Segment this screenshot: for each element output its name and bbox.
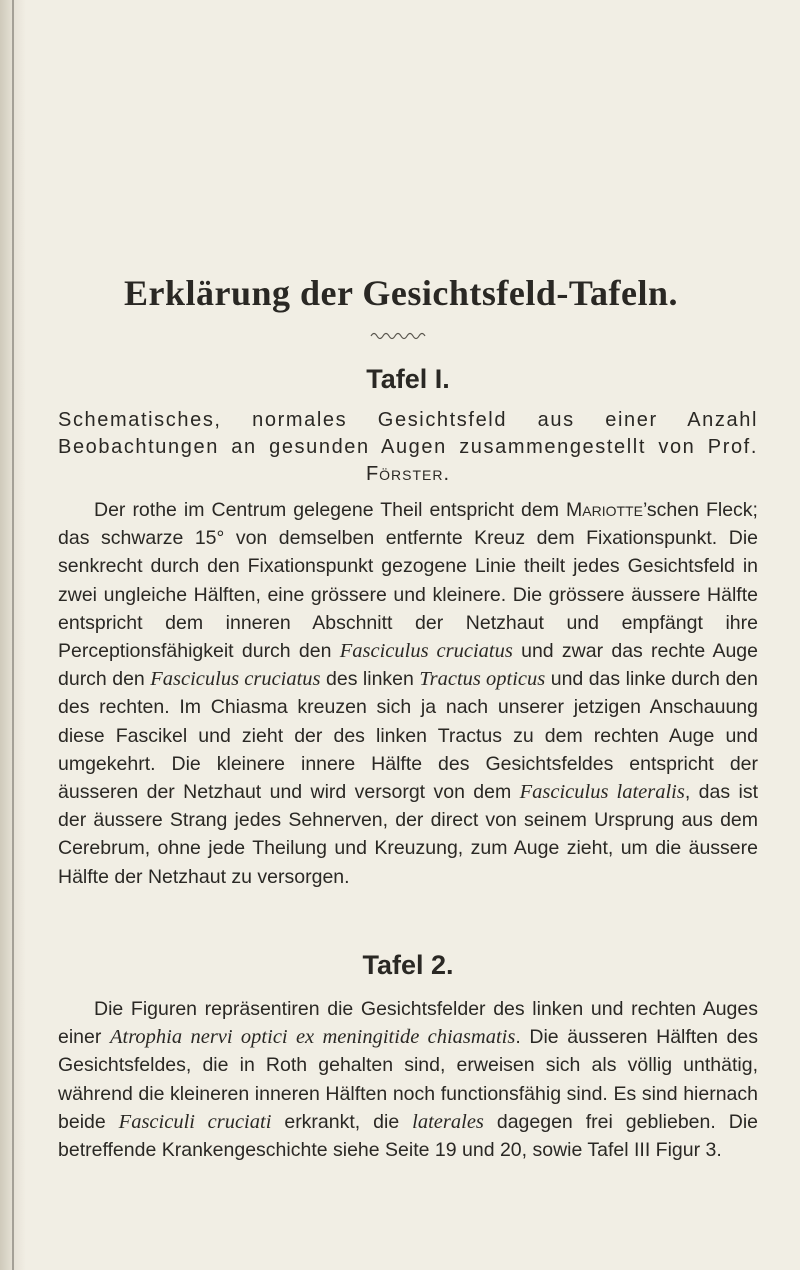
tafel-2-paragraph [58, 995, 758, 1164]
text-run: des linken [320, 668, 420, 691]
tafel-2-heading: Tafel 2. [362, 950, 454, 980]
text-run: ’schen Fleck; das schwarze 15° von demselben entfernte Kreuz dem Fixationspunkt. Die senkrecht durch den Fixationspunkt gezogene Linie theilt jedes Gesichtsfeld in zwei ungleiche Hälften, eine grössere und kleinere. Die grössere äussere Hälfte entspricht dem inneren Abschnitt der Netzhaut und empfängt ihre Perceptionsfähigkeit durch den [58, 499, 758, 663]
ornament-squiggle-icon [370, 330, 426, 340]
text-run-italic: Fasciculus cruciatus [150, 668, 321, 691]
text-run: erkrankt, die [271, 1110, 413, 1133]
text-run: , das ist der äussere Strang jedes Sehnerven, der direct von seinem Ursprung aus dem Cerebrum, ohne jede Theilung und Kreuzung, zum Auge zieht, um die äussere Hälfte der Netzhaut zu versorgen. [58, 781, 758, 888]
text-run-italic: laterales [412, 1110, 484, 1133]
text-run: Der rothe im Centrum gelegene Theil entspricht dem [94, 499, 567, 521]
text-run-italic: Atrophia nervi optici ex meningitide chiasmatis [110, 1026, 516, 1049]
tafel-1-section [58, 364, 758, 891]
text-run-italic: Fasciculus lateralis [519, 781, 685, 804]
text-run-smallcaps: Mariotte [566, 499, 643, 521]
tafel-1-paragraph [58, 496, 758, 891]
tafel-1-heading: Tafel I. [366, 364, 450, 394]
page-binding-edge [12, 0, 14, 1270]
tafel-1-subtitle-text: Schematisches, normales Gesichtsfeld aus einer Anzahl Beobachtungen an gesunden Augen zusammengestellt von Prof. [58, 409, 758, 458]
text-run: . Die äusseren Hälften des Gesichtsfeldes, die in Roth gehalten sind, erweisen sich als völlig unthätig, während die kleineren inneren Hälften noch functionsfähig sind. Es sind hiernach beide [58, 1026, 758, 1133]
text-run-italic: Fasciculus cruciatus [339, 640, 513, 663]
text-run: und das linke durch den des rechten. Im Chiasma kreuzen sich ja nach unserer jetzigen Anschauung diese Fascikel und zieht der des linken Tractus zu dem rechten Auge und umgekehrt. Die kleinere innere Hälfte des Gesichtsfeldes entspricht der äusseren der Netzhaut und wird versorgt von dem [58, 668, 758, 804]
text-run-italic: Fasciculi cruciati [118, 1110, 272, 1133]
tafel-1-subtitle-author: Förster. [365, 463, 451, 485]
tafel-1-subtitle [58, 407, 758, 488]
tafel-2-section [58, 950, 758, 1164]
text-run-italic: Tractus opticus [419, 668, 546, 691]
text-run: dagegen frei geblieben. Die betreffende Krankengeschichte siehe Seite 19 und 20, sowie Tafel III Figur 3. [58, 1110, 758, 1162]
text-run: Die Figuren repräsentiren die Gesichtsfelder des linken und rechten Auges einer [58, 998, 758, 1049]
text-run: und zwar das rechte Auge durch den [58, 640, 758, 691]
document-title: Erklärung der Gesichtsfeld-Tafeln. [124, 273, 679, 313]
